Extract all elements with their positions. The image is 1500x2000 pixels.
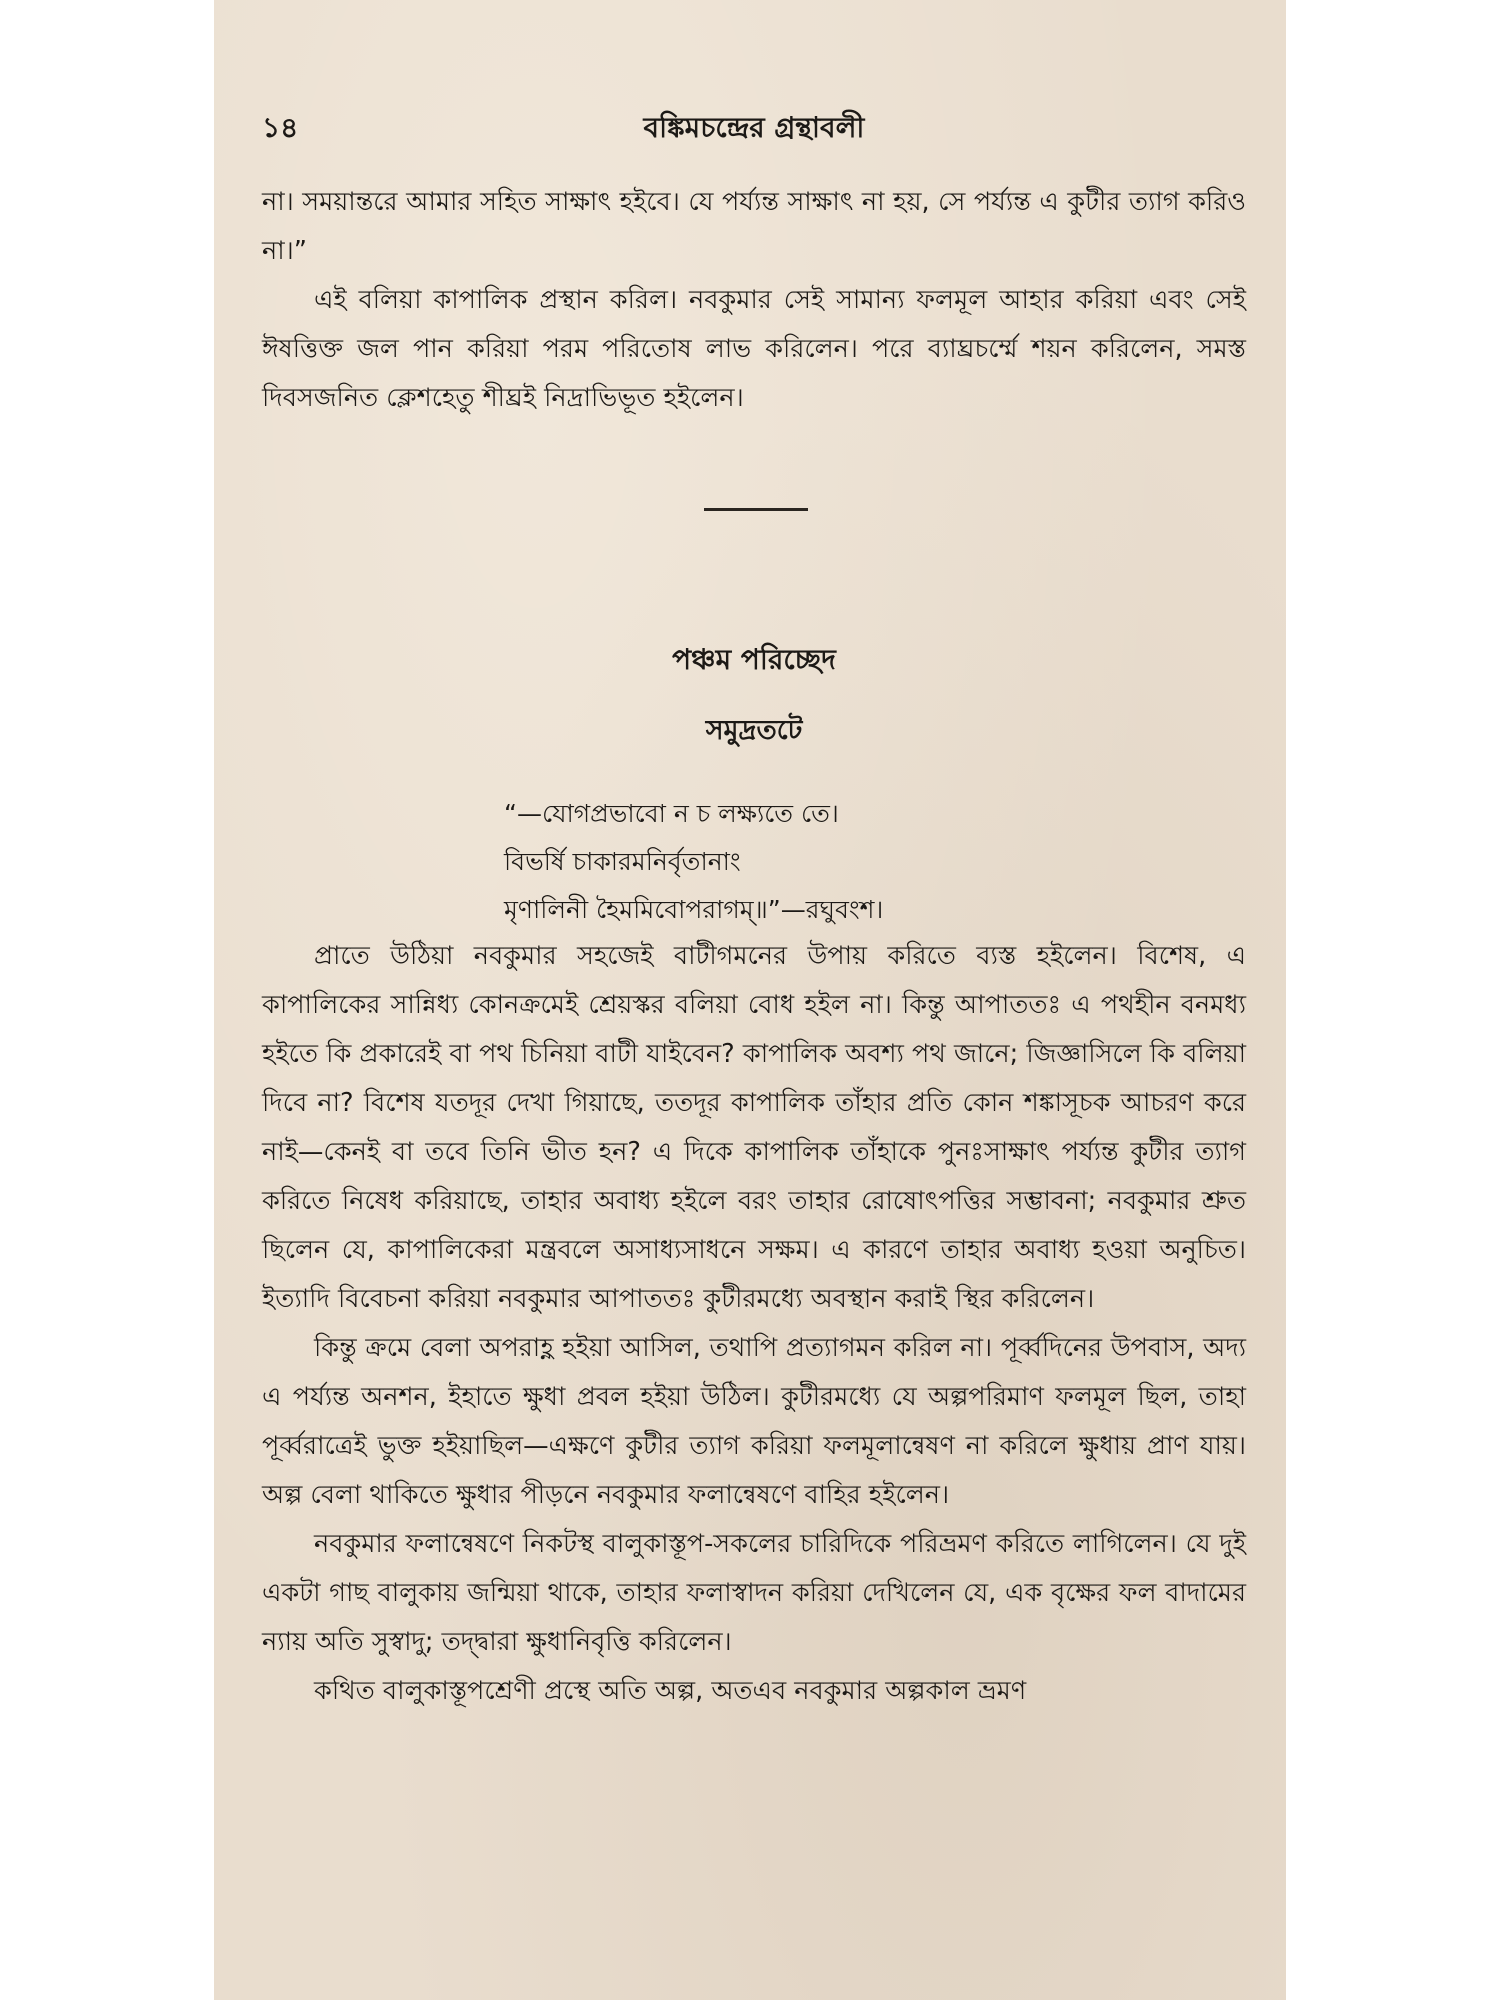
chapter-body <box>262 932 1246 1716</box>
page-header <box>262 106 1246 146</box>
paragraph: নবকুমার ফলান্বেষণে নিকটস্থ বালুকাস্তূপ-সকলের চারিদিকে পরিভ্রমণ করিতে লাগিলেন। যে দুই একটা গাছ বালুকায় জন্মিয়া থাকে, তাহার ফলাস্বাদন করিয়া দেখিলেন যে, এক বৃক্ষের ফল বাদামের ন্যায় অতি সুস্বাদু; তদ্দ্বারা ক্ষুধানিবৃত্তি করিলেন। <box>262 1529 1246 1657</box>
page-number: ১৪ <box>262 111 299 144</box>
paragraph: প্রাতে উঠিয়া নবকুমার সহজেই বাটীগমনের উপায় করিতে ব্যস্ত হইলেন। বিশেষ, এ কাপালিকের সান্নিধ্য কোনক্রমেই শ্রেয়স্কর বলিয়া বোধ হইল না। কিন্তু আপাততঃ এ পথহীন বনমধ্য হইতে কি প্রকারেই বা পথ চিনিয়া বাটী যাইবেন? কাপালিক অবশ্য পথ জানে; জিজ্ঞাসিলে কি বলিয়া দিবে না? বিশেষ যতদূর দেখা গিয়াছে, ততদূর কাপালিক তাঁহার প্রতি কোন শঙ্কাসূচক আচরণ করে নাই—কেনই বা তবে তিনি ভীত হন? এ দিকে কাপালিক তাঁহাকে পুনঃসাক্ষাৎ পর্য্যন্ত কুটীর ত্যাগ করিতে নিষেধ করিয়াছে, তাহার অবাধ্য হইলে বরং তাহার রোষোৎপত্তির সম্ভাবনা; নবকুমার শ্রুত ছিলেন যে, কাপালিকেরা মন্ত্রবলে অসাধ্যসাধনে সক্ষম। এ কারণে তাহার অবাধ্য হওয়া অনুচিত। ইত্যাদি বিবেচনা করিয়া নবকুমার আপাততঃ কুটীরমধ্যে অবস্থান করাই স্থির করিলেন। <box>262 941 1246 1314</box>
paragraph: কথিত বালুকাস্তূপশ্রেণী প্রস্থে অতি অল্প, অতএব নবকুমার অল্পকাল ভ্রমণ <box>314 1676 1027 1706</box>
chapter-title: পঞ্চম পরিচ্ছেদ <box>672 643 836 676</box>
chapter-subtitle: সমুদ্রতটে <box>705 715 803 746</box>
epigraph-line: মৃণালিনী হৈমমিবোপরাগম্॥”—রঘুবংশ। <box>504 895 884 924</box>
epigraph-line: বিভর্ষি চাকারমনির্বৃতানাং <box>504 847 741 876</box>
paragraph: কিন্তু ক্রমে বেলা অপরাহ্ণ হইয়া আসিল, তথাপি প্রত্যাগমন করিল না। পূর্ব্বদিনের উপবাস, অদ্য এ পর্য্যন্ত অনশন, ইহাতে ক্ষুধা প্রবল হইয়া উঠিল। কুটীরমধ্যে যে অল্পপরিমাণ ফলমূল ছিল, তাহা পূর্ব্বরাত্রেই ভুক্ত হইয়াছিল—এক্ষণে কুটীর ত্যাগ করিয়া ফলমূলান্বেষণ না করিলে ক্ষুধায় প্রাণ যায়। অল্প বেলা থাকিতে ক্ষুধার পীড়নে নবকুমার ফলান্বেষণে বাহির হইলেন। <box>262 1333 1246 1510</box>
running-title: বঙ্কিমচন্দ্রের গ্রন্থাবলী <box>643 111 865 144</box>
continuation-text <box>262 178 1246 423</box>
paragraph: এই বলিয়া কাপালিক প্রস্থান করিল। নবকুমার সেই সামান্য ফলমূল আহার করিয়া এবং সেই ঈষত্তিক্ত জল পান করিয়া পরম পরিতোষ লাভ করিলেন। পরে ব্যাঘ্রচর্ম্মে শয়ন করিলেন, সমস্ত দিবসজনিত ক্লেশহেতু শীঘ্রই নিদ্রাভিভূত হইলেন। <box>262 285 1246 413</box>
book-page <box>214 0 1286 2000</box>
epigraph-line: “—যোগপ্রভাবো ন চ লক্ষ্যতে তে। <box>504 799 839 828</box>
epigraph <box>504 790 1224 934</box>
section-divider <box>704 508 808 511</box>
paragraph: না। সময়ান্তরে আমার সহিত সাক্ষাৎ হইবে। যে পর্য্যন্ত সাক্ষাৎ না হয়, সে পর্য্যন্ত এ কুটীর ত্যাগ করিও না।” <box>262 187 1246 266</box>
